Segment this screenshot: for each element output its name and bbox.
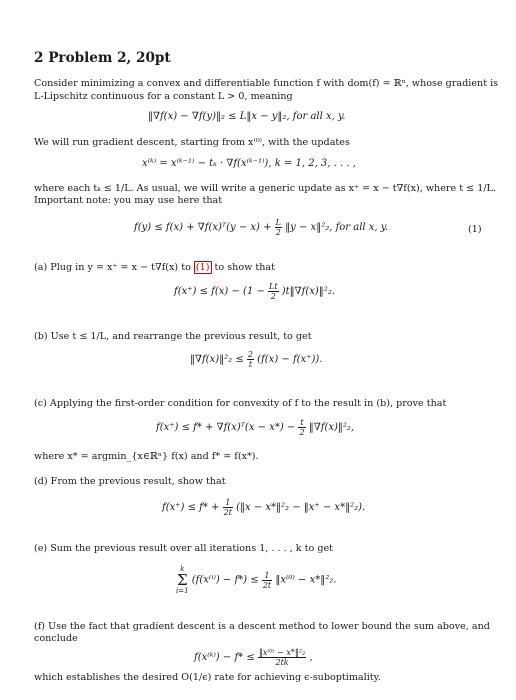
part-c-where: where x* = argmin_{x∈ℝⁿ} f(x) and f* = f(x*). [34, 451, 259, 462]
part-f-text-1: (f) Use the fact that gradient descent is a descent method to lower bound the sum above, and [34, 621, 490, 632]
part-a-eq-left: f(x⁺) ≤ f(x) − (1 − [174, 286, 265, 297]
fraction-denominator: 2 [299, 428, 305, 437]
fraction-numerator: t [300, 418, 304, 427]
part-d-fraction [223, 498, 233, 517]
section-title: 2 Problem 2, 20pt [34, 50, 171, 66]
fraction-denominator: 2t [223, 508, 232, 517]
part-b-text: (b) Use t ≤ 1/L, and rearrange the previous result, to get [34, 331, 312, 342]
fraction-numerator: L [275, 218, 281, 227]
part-d-text: (d) From the previous result, show that [34, 476, 226, 487]
intro-line-3: We will run gradient descent, starting from x⁽⁰⁾, with the updates [34, 137, 350, 148]
part-e-eq-left: (f(x⁽ⁱ⁾) − f*) ≤ [191, 574, 259, 586]
fraction-numerator: 1 [262, 571, 272, 581]
part-c-eq-left: f(x⁺) ≤ f* + ∇f(x)ᵀ(x − x*) − [156, 422, 296, 433]
fraction-denominator: 2t [262, 580, 272, 590]
part-d-eq-right: (‖x − x*‖²₂ − ‖x⁺ − x*‖²₂). [236, 502, 366, 513]
fraction-denominator: 2 [270, 292, 276, 301]
part-c-equation [156, 418, 354, 437]
upper-bound-right: ‖y − x‖²₂, for all x, y. [285, 222, 389, 233]
part-f-closing: which establishes the desired O(1/ϵ) rate for achieving ϵ-suboptimality. [34, 672, 381, 683]
part-f-equation [194, 648, 313, 667]
part-d-equation [162, 498, 365, 517]
intro-line-1: Consider minimizing a convex and differentiable function f with dom(f) = ℝⁿ, whose gradient is [34, 78, 499, 89]
equation-number: (1) [468, 224, 482, 235]
part-c-fraction [298, 418, 305, 437]
fraction-numerator: ‖x⁽⁰⁾ − x*‖²₂ [258, 648, 306, 657]
part-b-fraction [247, 350, 254, 369]
part-a-text-pre: (a) Plug in y = x⁺ = x − t∇f(x) to [34, 262, 194, 273]
summation-symbol [176, 565, 189, 595]
part-a-equation [174, 282, 335, 301]
upper-bound-fraction [275, 218, 282, 237]
lipschitz-equation: ‖∇f(x) − ∇f(y)‖₂ ≤ L‖x − y‖₂, for all x, y. [148, 111, 346, 122]
part-c-eq-right: ‖∇f(x)‖²₂, [308, 422, 355, 433]
part-a-eq-right: )t‖∇f(x)‖²₂. [281, 286, 336, 297]
part-b-eq-left: ‖∇f(x)‖²₂ ≤ [190, 354, 244, 365]
part-f-eq-left: f(x⁽ᵏ⁾) − f* ≤ [194, 652, 255, 663]
fraction-numerator: 2 [247, 350, 253, 359]
part-c-text: (c) Applying the first-order condition for convexity of f to the result in (b), prove that [34, 398, 447, 409]
part-b-equation [190, 350, 322, 369]
intro-line-4: where each tₖ ≤ 1/L. As usual, we will write a generic update as x⁺ = x − t∇f(x), where t ≤ 1/L. [34, 183, 496, 194]
sum-upper-limit: k [180, 565, 185, 573]
upper-bound-equation [134, 218, 388, 237]
part-e-eq-right: ‖x⁽⁰⁾ − x*‖²₂. [275, 574, 337, 586]
part-e-fraction [262, 571, 272, 590]
part-b-eq-right: (f(x) − f(x⁺)). [257, 354, 323, 365]
part-e-text: (e) Sum the previous result over all iterations 1, . . . , k to get [34, 543, 334, 554]
part-f-eq-right: , [309, 652, 313, 663]
part-f-text-2: conclude [34, 633, 78, 644]
part-e-equation [176, 565, 336, 595]
sigma: Σ [176, 571, 188, 589]
intro-line-2: L-Lipschitz continuous for a constant L > 0, meaning [34, 91, 293, 102]
update-equation: x⁽ᵏ⁾ = x⁽ᵏ⁻¹⁾ − tₖ · ∇f(x⁽ᵏ⁻¹⁾), k = 1, 2, 3, . . . , [142, 158, 356, 169]
intro-line-5: Important note: you may use here that [34, 195, 223, 206]
equation-reference-link[interactable]: (1) [195, 262, 210, 273]
upper-bound-left: f(y) ≤ f(x) + ∇f(x)ᵀ(y − x) + [134, 222, 272, 233]
fraction-numerator: Lt [269, 282, 278, 291]
fraction-denominator: t [248, 360, 253, 369]
fraction-denominator: 2 [275, 228, 281, 237]
part-a-text [34, 262, 275, 274]
part-d-eq-left: f(x⁺) ≤ f* + [162, 502, 220, 513]
fraction-denominator: 2tk [275, 658, 289, 667]
fraction-numerator: 1 [223, 498, 233, 508]
part-a-fraction [268, 282, 279, 301]
part-f-fraction [258, 648, 306, 667]
sum-lower-limit: i=1 [176, 587, 189, 595]
part-a-text-post: to show that [211, 262, 275, 273]
